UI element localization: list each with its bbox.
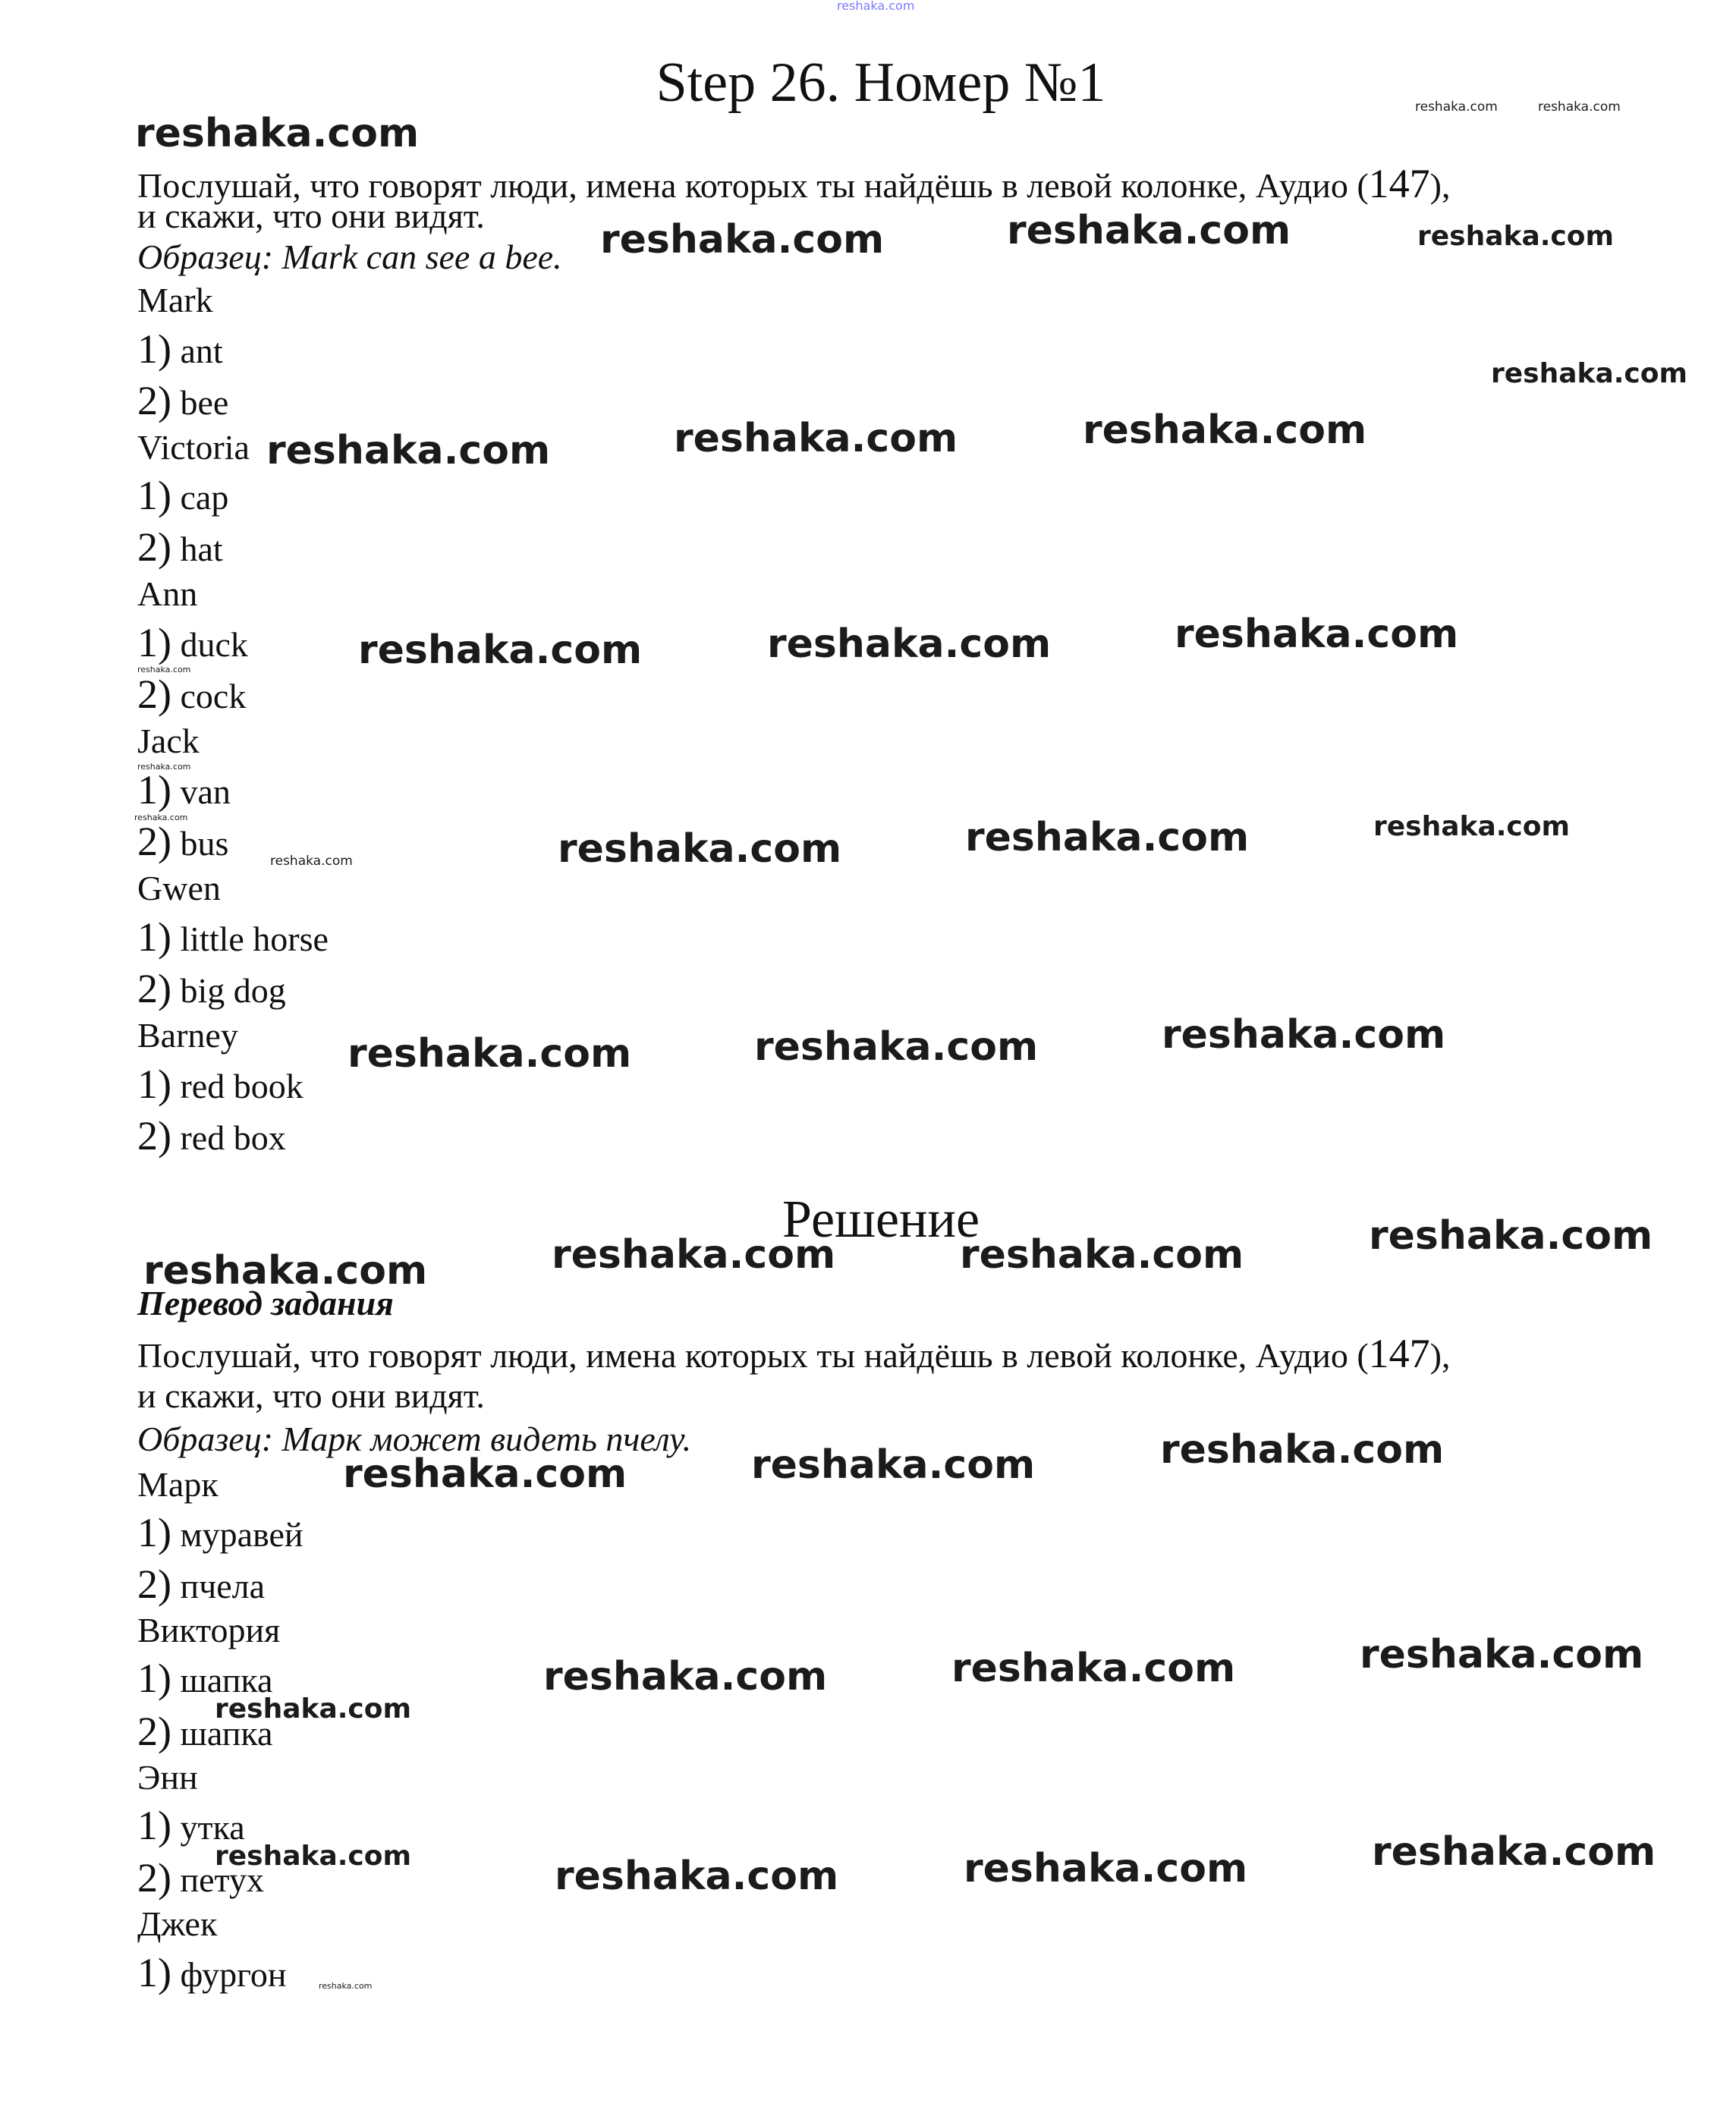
item-text: муравей [171,1515,303,1554]
watermark-text: reshaka.com [754,1024,1039,1070]
watermark-text: reshaka.com [767,621,1052,667]
list-item [137,380,228,421]
watermark-text: reshaka.com [965,815,1250,860]
watermark-text: reshaka.com [751,1442,1036,1488]
item-number: 1) [137,1950,171,1995]
person-name: Джек [137,1904,218,1943]
solution-heading: Решение [782,1190,980,1249]
audio-number: 147 [1368,161,1430,206]
solution-instruction-line2: и скажи, что они видят. [137,1376,485,1415]
item-text: петух [171,1860,265,1899]
item-text: ant [171,332,223,370]
list-item [137,1655,273,1701]
item-text: red box [171,1118,286,1157]
watermark-text: reshaka.com [1372,1829,1656,1875]
item-number: 2) [137,524,171,570]
list-item [137,326,223,372]
watermark-text: reshaka.com [134,813,188,822]
list-item [137,1061,303,1107]
person-name: Виктория [137,1611,281,1649]
watermark-text: reshaka.com [319,1981,373,1991]
person-name: Victoria [137,428,250,467]
watermark-text: reshaka.com [552,1232,836,1278]
watermark-text: reshaka.com [600,217,885,263]
watermark-text: reshaka.com [1160,1427,1445,1473]
watermark-text: reshaka.com [1360,1632,1644,1678]
list-item [137,671,247,717]
list-item [137,475,228,516]
instruction-end: ), [1429,166,1451,205]
list-item [137,1113,286,1159]
list-item [137,1952,286,1993]
item-text: cap [171,478,229,517]
person-name: Jack [137,722,200,760]
list-item [137,914,329,960]
item-number: 1) [137,767,171,813]
person-name: Энн [137,1758,198,1797]
watermark-text: reshaka.com [137,762,191,772]
translation-title: Перевод задания [137,1284,394,1322]
item-number: 2) [137,1709,171,1754]
watermark-text: reshaka.com [343,1451,627,1497]
item-number: 2) [137,819,171,864]
audio-number: 147 [1368,1331,1430,1376]
task-sample: Образец: Mark can see a bee. [137,237,562,276]
watermark-text: reshaka.com [1369,1213,1653,1259]
item-number: 2) [137,966,171,1011]
person-name: Mark [137,281,213,319]
watermark-text: reshaka.com [1415,99,1498,115]
list-item [137,622,248,663]
list-item [137,1512,303,1553]
item-text: шапка [171,1661,273,1700]
solution-sample: Образец: Марк может видеть пчелу. [137,1420,692,1458]
item-text: bee [171,383,229,422]
item-text: van [171,772,231,811]
person-name: Barney [137,1016,238,1055]
item-number: 1) [137,1803,171,1848]
item-text: duck [171,625,248,664]
instruction-end: ), [1429,1336,1451,1375]
item-text: шапка [171,1714,273,1753]
item-number: 1) [137,914,171,960]
watermark-text: reshaka.com [1373,811,1571,842]
watermark-text: reshaka.com [143,1248,428,1294]
list-item [137,1561,266,1607]
watermark-text: reshaka.com [215,1693,412,1725]
task-instruction-line2: и скажи, что они видят. [137,197,485,235]
watermark-text: reshaka.com [543,1654,828,1700]
item-number: 1) [137,1510,171,1555]
watermark-text: reshaka.com [270,854,353,869]
watermark-text: reshaka.com [960,1232,1244,1278]
item-number: 1) [137,326,171,372]
watermark-text: reshaka.com [348,1031,632,1077]
item-number: 1) [137,1655,171,1701]
item-text: фургон [171,1955,287,1994]
watermark-text: reshaka.com [135,111,420,156]
item-number: 2) [137,671,171,717]
item-number: 2) [137,378,171,423]
item-text: hat [171,530,223,568]
list-item [137,1805,245,1846]
person-name: Gwen [137,869,221,907]
instruction-text: Послушай, что говорят люди, имена которых ты найдёшь в левой колонке, Аудио ( [137,166,1369,205]
watermark-text: reshaka.com [674,416,958,461]
watermark-text: reshaka.com [558,826,842,872]
list-item [137,821,228,862]
item-text: утка [171,1808,245,1847]
item-text: big dog [171,971,286,1010]
item-number: 2) [137,1855,171,1901]
item-number: 1) [137,620,171,665]
item-number: 1) [137,1061,171,1107]
watermark-text: reshaka.com [1417,221,1615,252]
site-link[interactable]: reshaka.com [837,0,915,13]
item-number: 2) [137,1113,171,1159]
item-number: 1) [137,473,171,518]
page-title: Step 26. Номер №1 [656,52,1106,114]
watermark-text: reshaka.com [1083,407,1367,453]
person-name: Ann [137,574,198,613]
list-item [137,524,223,570]
watermark-text: reshaka.com [555,1854,839,1899]
item-text: little horse [171,920,329,958]
instruction-text: Послушай, что говорят люди, имена которых ты найдёшь в левой колонке, Аудио ( [137,1336,1369,1375]
item-text: bus [171,824,229,863]
watermark-text: reshaka.com [951,1646,1236,1691]
watermark-text: reshaka.com [1175,612,1459,657]
watermark-text: reshaka.com [215,1841,412,1872]
watermark-text: reshaka.com [266,428,551,473]
watermark-text: reshaka.com [1491,358,1688,389]
person-name: Марк [137,1465,219,1504]
watermark-text: reshaka.com [137,665,191,674]
watermark-text: reshaka.com [964,1846,1248,1891]
watermark-text: reshaka.com [1538,99,1621,115]
item-text: пчела [171,1567,266,1605]
item-text: cock [171,677,247,715]
item-text: red book [171,1067,303,1105]
list-item [137,968,286,1009]
solution-instruction [137,1333,1451,1374]
watermark-text: reshaka.com [1007,208,1291,253]
watermark-text: reshaka.com [358,627,643,673]
item-number: 2) [137,1561,171,1607]
watermark-text: reshaka.com [1162,1012,1446,1058]
